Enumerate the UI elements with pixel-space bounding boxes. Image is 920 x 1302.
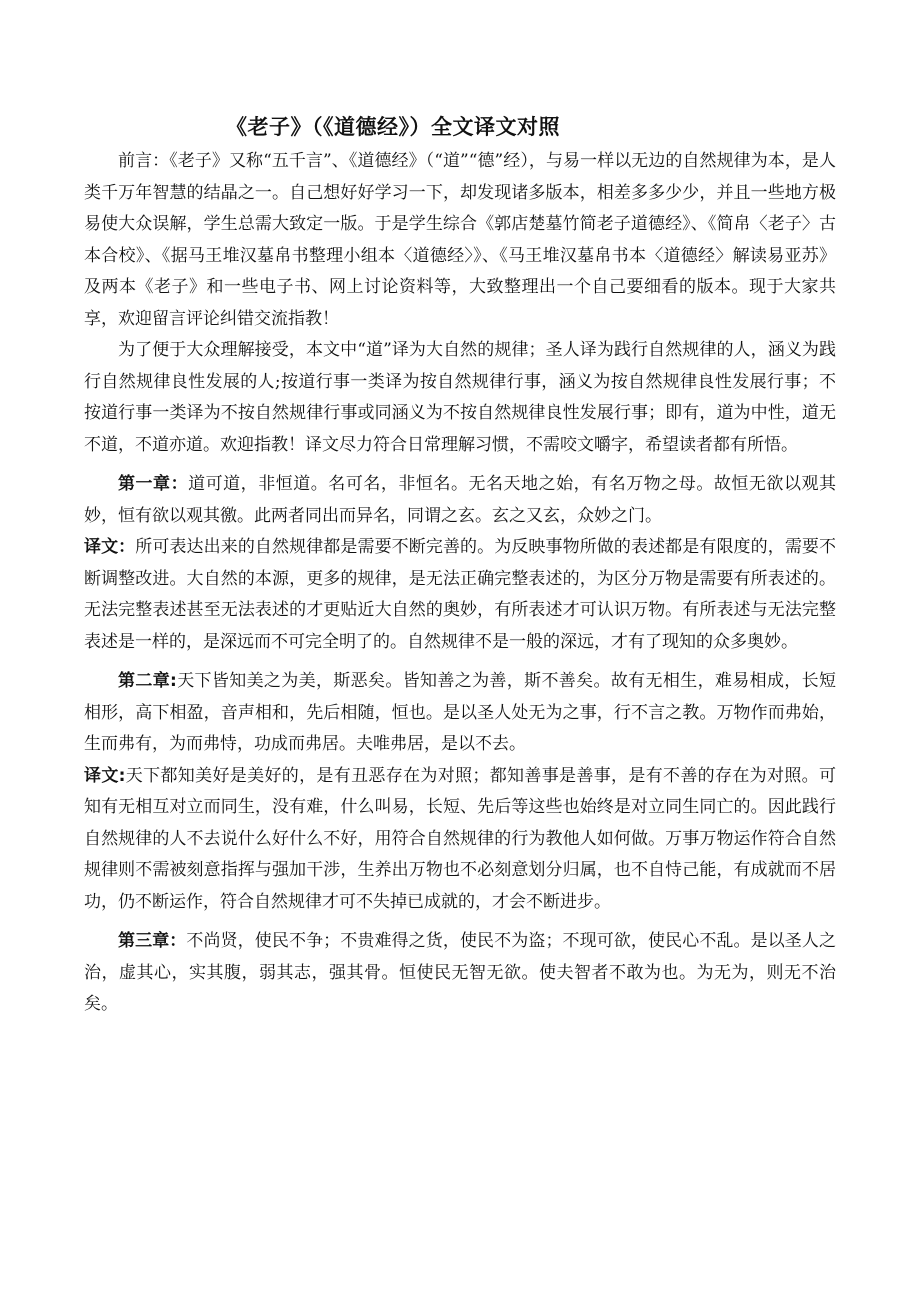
chapter-1-translation-body: 所可表达出来的自然规律都是需要不断完善的。为反映事物所做的表述都是有限度的，需要不断调整改进。大自然的本源，更多的规律，是无法正确完整表述的，为区分万物是需要有所表述的。无法完整表述甚至无法表述的才更贴近大自然的奥妙，有所表述才可认识万物。有所表述与无法完整表述是一样的，是深远而不可完全明了的。自然规律不是一般的深远，才有了现知的众多奥妙。 (84, 537, 837, 652)
chapter-2-translation-label: 译文: (84, 765, 126, 786)
chapter-3-label: 第三章： (118, 931, 187, 951)
chapter-2-translation (84, 761, 836, 919)
note-paragraph: 为了便于大众理解接受，本文中“道”译为大自然的规律；圣人译为践行自然规律的人，涵义为践行自然规律良性发展的人;按道行事一类译为按自然规律行事，涵义为按自然规律良性发展行事；不按道行事一类译为不按自然规律行事或同涵义为不按自然规律良性发展行事；即有，道为中性，道无不道，不道亦道。欢迎指教！译文尽力符合日常理解习惯，不需咬文嚼字，希望读者都有所悟。 (84, 340, 836, 455)
chapter-2-label: 第二章: (118, 671, 177, 691)
page-title: 《老子》（《道德经》）全文译文对照 (226, 115, 560, 139)
chapter-1-body: 道可道，非恒道。名可名，非恒名。无名天地之始，有名万物之母。故恒无欲以观其妙，恒有欲以观其徼。此两者同出而异名，同谓之玄。玄之又玄，众妙之门。 (84, 474, 837, 526)
chapter-3-text (84, 926, 836, 1021)
document-page (84, 112, 836, 1021)
chapter-2-text (84, 666, 836, 761)
chapter-2-body: 天下皆知美之为美，斯恶矣。皆知善之为善，斯不善矣。故有无相生，难易相成，长短相形，高下相盈，音声相和，先后相随，恒也。是以圣人处无为之事，行不言之教。万物作而弗始，生而弗有，为而弗恃，功成而弗居。夫唯弗居，是以不去。 (84, 671, 836, 754)
chapter-3-body: 不尚贤，使民不争；不贵难得之货，使民不为盗；不现可欲，使民心不乱。是以圣人之治，虚其心，实其腹，弱其志，强其骨。恒使民无智无欲。使夫智者不敢为也。为无为，则无不治矣。 (84, 931, 836, 1014)
chapter-1-translation (84, 532, 836, 658)
chapter-2-translation-body: 天下都知美好是美好的，是有丑恶存在为对照；都知善事是善事，是有不善的存在为对照。可知有无相互对立而同生，没有难，什么叫易，长短、先后等这些也始终是对立同生同亡的。因此践行自然规律的人不去说什么好什么不好，用符合自然规律的行为教他人如何做。万事万物运作符合自然规律则不需被刻意指挥与强加干涉，生养出万物也不必刻意划分归属，也不自恃己能，有成就而不居功，仍不断运作，符合自然规律才可不失掉已成就的，才会不断进步。 (84, 765, 836, 912)
chapter-1-label: 第一章： (118, 474, 189, 494)
preface-paragraph: 前言：《老子》又称“五千言”、《道德经》（“道”“德”经），与易一样以无边的自然规律为本，是人类千万年智慧的结晶之一。自己想好好学习一下，却发现诸多版本，相差多多少少，并且一些地方极易使大众误解，学生总需大致定一版。于是学生综合《郭店楚墓竹简老子道德经》、《简帛〈老子〉古本合校》、《据马王堆汉墓帛书整理小组本〈道德经〉》、《马王堆汉墓帛书本〈道德经〉解读易亚苏》及两本《老子》和一些电子书、网上讨论资料等，大致整理出一个自己要细看的版本。现于大家共享，欢迎留言评论纠错交流指教！ (84, 151, 836, 329)
chapter-1-text (84, 469, 836, 532)
chapter-1-translation-label: 译文： (84, 537, 136, 557)
